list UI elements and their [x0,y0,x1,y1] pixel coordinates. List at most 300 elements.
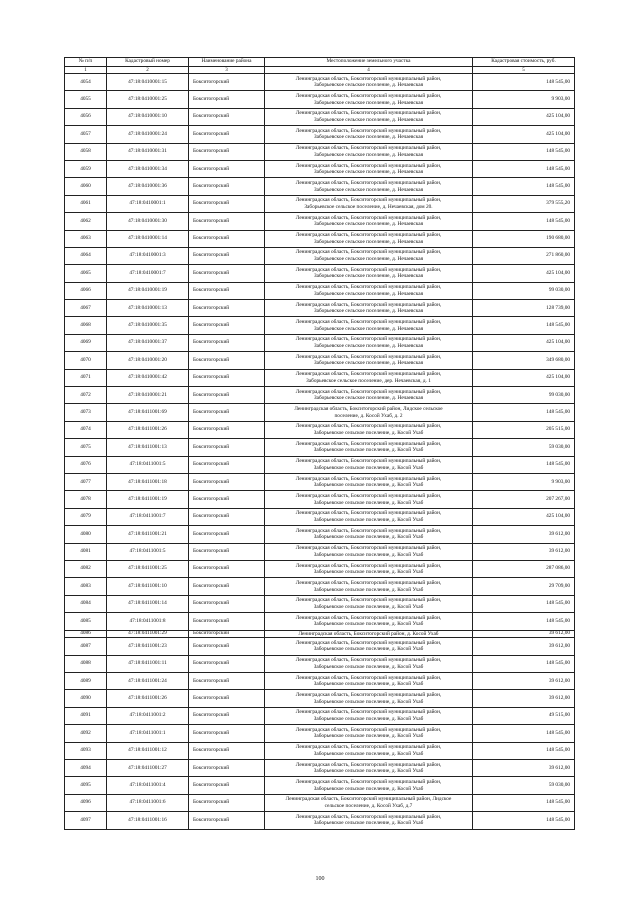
cadastral-cost: 148 545,00 [473,143,575,160]
cadastral-cost: 148 545,00 [473,74,575,91]
location-line: Заборьевское сельское поселение, д. Косой Ухаб [313,663,424,670]
column-number: 1 [65,67,107,74]
header-district: Наименование района [189,58,265,67]
column-number: 2 [107,67,189,74]
page-number: 100 [315,876,325,882]
cadastral-cost: 148 545,00 [473,794,575,811]
location [265,595,473,612]
location-line: Ленинградская область, Бокситогорский муниципальный район, [295,319,442,326]
location [265,352,473,369]
cadastral-cost: 425 104,00 [473,126,575,143]
row-number: 4066 [65,282,107,299]
district-name: Бокситогорский [189,91,265,108]
cadastral-number: 47:18:0411001:6 [107,794,189,811]
district-name: Бокситогорский [189,491,265,508]
cadastral-cost: 271 860,00 [473,247,575,264]
cadastral-number: 47:18:0411001:5 [107,543,189,560]
table-row [65,526,575,543]
location-line: Заборьевское сельское поселение, д. Нечаевская [313,325,424,332]
row-number: 4059 [65,160,107,177]
row-number: 4075 [65,439,107,456]
header-cost: Кадастровая стоимость, руб. [473,58,575,67]
cadastral-cost: 349 680,00 [473,352,575,369]
location-line: Ленинградская область, Бокситогорский муниципальный район, [295,440,442,447]
cadastral-number: 47:18:0411001:14 [107,595,189,612]
location-line: Заборьевское сельское поселение, д. Нечаевская [313,82,424,89]
row-number: 4076 [65,456,107,473]
cadastral-cost: 29 709,00 [473,578,575,595]
location-line: Ленинградская область, Бокситогорский муниципальный район, [295,284,442,291]
table-row [65,578,575,595]
row-number: 4065 [65,265,107,282]
location-line: Заборьевское сельское поселение, д. Косой Ухаб [313,534,424,541]
cadastral-number: 47:18:0410001:30 [107,213,189,230]
location-line: Ленинградская область, Бокситогорский муниципальный район, [295,545,442,552]
cadastral-cost: 39 612,00 [473,673,575,690]
location [265,690,473,707]
cadastral-cost: 49 515,00 [473,707,575,724]
location-line: Заборьевское сельское поселение, д. Косой Ухаб [313,768,424,775]
cadastral-cost: 39 612,00 [473,690,575,707]
table-row [65,74,575,91]
district-name: Бокситогорский [189,673,265,690]
cadastral-cost: 148 545,00 [473,742,575,759]
location-line: Заборьевское сельское поселение, д. Косой Ухаб [313,681,424,688]
district-name: Бокситогорский [189,560,265,577]
district-name: Бокситогорский [189,777,265,794]
location-line: Заборьевское сельское поселение, д. Нечаевская [313,116,424,123]
district-name: Бокситогорский [189,707,265,724]
row-number: 4097 [65,812,107,829]
location [265,439,473,456]
header-cadastral-number: Кадастровый номер [107,58,189,67]
district-name: Бокситогорский [189,282,265,299]
district-name: Бокситогорский [189,74,265,91]
cadastral-cost: 148 545,00 [473,725,575,742]
district-name: Бокситогорский [189,404,265,421]
location [265,300,473,317]
location-line: Заборьевское сельское поселение, д. Косой Ухаб [313,551,424,558]
location-line: Ленинградская область, Бокситогорский муниципальный район, [295,301,442,308]
cadastral-number: 47:18:0411001:7 [107,508,189,525]
location [265,369,473,386]
location-line: Ленинградская область, Бокситогорский муниципальный район, [295,657,442,664]
cadastral-cost: 39 612,00 [473,638,575,655]
location-line: Заборьевское сельское поселение, д. Косой Ухаб [313,733,424,740]
location [265,578,473,595]
cadastral-number: 47:18:0411001:26 [107,690,189,707]
cadastral-cost: 425 104,00 [473,508,575,525]
location [265,673,473,690]
district-name: Бокситогорский [189,638,265,655]
location-line: Заборьевское сельское поселение, д. Косой Ухаб [313,603,424,610]
cadastral-table [64,57,575,830]
cadastral-cost: 148 545,00 [473,655,575,672]
cadastral-cost: 425 104,00 [473,265,575,282]
row-number: 4070 [65,352,107,369]
row-number: 4091 [65,707,107,724]
location [265,334,473,351]
cadastral-number: 47:18:0411001:4 [107,777,189,794]
location [265,143,473,160]
location-line: Заборьевское сельское поселение, д. Нечаевская [313,273,424,280]
location-line: Заборьевское сельское поселение, д. Косой Ухаб [313,820,424,827]
location-line: Ленинградская область, Бокситогорский муниципальный район, [295,779,442,785]
table-row [65,630,575,638]
location [265,613,473,630]
row-number: 4095 [65,777,107,794]
location-line: Ленинградская область, Бокситогорский муниципальный район, [295,475,442,482]
table-row [65,195,575,212]
row-number: 4088 [65,655,107,672]
row-number: 4071 [65,369,107,386]
district-name: Бокситогорский [189,387,265,404]
cadastral-cost: 148 545,00 [473,178,575,195]
cadastral-number: 47:18:0411001:24 [107,673,189,690]
table-row [65,760,575,777]
row-number: 4078 [65,491,107,508]
location-line: Ленинградская область, Бокситогорский муниципальный район, [295,579,442,586]
row-number: 4082 [65,560,107,577]
cadastral-cost: 128 739,00 [473,300,575,317]
location-line: Заборьевское сельское поселение, д. Косой Ухаб [313,621,424,628]
location-line: Заборьевское сельское поселение, д. Косой Ухаб [313,698,424,705]
location [265,473,473,490]
location-line: Ленинградская область, Бокситогорский муниципальный район, [295,726,442,733]
location-line: Ленинградская область, Бокситогорский муниципальный район, [295,110,442,117]
table-row [65,387,575,404]
district-name: Бокситогорский [189,160,265,177]
location [265,707,473,724]
location-line: Заборьевское сельское поселение, д. Нечаевская [313,343,424,350]
table-row [65,655,575,672]
cadastral-number: 47:18:0410001:37 [107,334,189,351]
table-row [65,91,575,108]
location [265,560,473,577]
location [265,91,473,108]
cadastral-number: 47:18:0411001:10 [107,578,189,595]
location-line: Ленинградская область, Бокситогорский муниципальный район, [295,232,442,239]
location-line: Заборьевское сельское поселение, д. Нечаевская [313,99,424,106]
table-row [65,508,575,525]
table-row [65,178,575,195]
cadastral-cost: 148 545,00 [473,613,575,630]
location-line: Заборьевское сельское поселение, д. Нечаевская [313,308,424,315]
location-line: Заборьевское сельское поселение, д. Косой Ухаб [313,586,424,593]
cadastral-cost: 148 545,00 [473,160,575,177]
cadastral-cost: 190 680,00 [473,230,575,247]
table-row [65,456,575,473]
table-row [65,690,575,707]
location [265,126,473,143]
cadastral-cost: 425 104,00 [473,369,575,386]
cadastral-cost: 148 545,00 [473,317,575,334]
location-line: Ленинградская область, Бокситогорский муниципальный район, [295,92,442,99]
cadastral-cost: 425 104,00 [473,334,575,351]
cadastral-cost: 287 086,00 [473,560,575,577]
row-number: 4094 [65,760,107,777]
table-row [65,213,575,230]
district-name: Бокситогорский [189,126,265,143]
district-name: Бокситогорский [189,178,265,195]
table-row [65,812,575,829]
cadastral-number: 47:18:0410001:21 [107,387,189,404]
location-line: Заборьевское сельское поселение, д. Нечаевская [313,256,424,263]
column-number: 5 [473,67,575,74]
cadastral-number: 47:18:0410001:10 [107,108,189,125]
district-name: Бокситогорский [189,760,265,777]
cadastral-cost: 99 030,00 [473,282,575,299]
header-row [65,58,575,67]
table-row [65,613,575,630]
table-row [65,282,575,299]
location-line: Ленинградская область, Бокситогорский муниципальный район, [295,423,442,430]
cadastral-number: 47:18:0411001:21 [107,526,189,543]
location-line: Ленинградская область, Бокситогорский муниципальный район, [295,510,442,517]
cadastral-cost: 9 903,00 [473,473,575,490]
table-row [65,439,575,456]
district-name: Бокситогорский [189,543,265,560]
district-name: Бокситогорский [189,421,265,438]
cadastral-number: 47:18:0410001:31 [107,143,189,160]
district-name: Бокситогорский [189,334,265,351]
row-number: 4085 [65,613,107,630]
cadastral-cost: 39 612,00 [473,760,575,777]
column-number-row [65,67,575,74]
district-name: Бокситогорский [189,143,265,160]
location-line: Заборьевское сельское поселение, д. Косой Ухаб [313,646,424,653]
row-number: 4057 [65,126,107,143]
cadastral-number: 47:18:0410001:13 [107,300,189,317]
cadastral-number: 47:18:0411001:23 [107,638,189,655]
cadastral-number: 47:18:0410001:24 [107,126,189,143]
location-line: Ленинградская область, Бокситогорский муниципальный район, [295,458,442,465]
location-line: Ленинградская область, Бокситогорский район, Лидское сельское [294,406,443,412]
district-name: Бокситогорский [189,108,265,125]
district-name: Бокситогорский [189,265,265,282]
row-number: 4086 [65,630,107,638]
cadastral-cost: 9 903,00 [473,91,575,108]
location [265,638,473,655]
location [265,74,473,91]
location-line: Ленинградская область, Бокситогорский муниципальный район, [295,597,442,604]
row-number: 4054 [65,74,107,91]
location [265,178,473,195]
location-line: Заборьевское сельское поселение, дер. Нечаевская, д. 1 [306,377,431,384]
cadastral-number: 47:18:0410001:36 [107,178,189,195]
location [265,404,473,421]
table-row [65,352,575,369]
row-number: 4074 [65,421,107,438]
location-line: Ленинградская область, Бокситогорский муниципальный район, [295,692,442,699]
cadastral-number: 47:18:0411001:29 [107,630,189,638]
cadastral-number: 47:18:0411001:27 [107,760,189,777]
location [265,526,473,543]
location [265,508,473,525]
location [265,387,473,404]
district-name: Бокситогорский [189,473,265,490]
location-line: Заборьевское сельское поселение, д. Нечаевская [313,169,424,176]
cadastral-number: 47:18:0411001:19 [107,491,189,508]
cadastral-number: 47:18:0410001:19 [107,282,189,299]
location-line: Ленинградская область, Бокситогорский муниципальный район, [295,162,442,169]
cadastral-cost: 148 545,00 [473,213,575,230]
location [265,247,473,264]
cadastral-cost: 99 030,00 [473,387,575,404]
location-line: Ленинградская область, Бокситогорский муниципальный район, [295,639,442,646]
cadastral-number: 47:18:0410001:3 [107,247,189,264]
district-name: Бокситогорский [189,655,265,672]
location-line: Ленинградская область, Бокситогорский муниципальный район, [295,353,442,360]
table-row [65,673,575,690]
location [265,195,473,212]
location-line: Заборьевское сельское поселение, д. Нечаевская [313,360,424,367]
location-line: Ленинградская область, Бокситогорский муниципальный район, [295,709,442,716]
location [265,456,473,473]
cadastral-cost: 39 612,00 [473,526,575,543]
location-line: Ленинградская область, Бокситогорский муниципальный район, [295,197,442,204]
table-row [65,794,575,811]
row-number: 4067 [65,300,107,317]
district-name: Бокситогорский [189,352,265,369]
cadastral-number: 47:18:0410001:42 [107,369,189,386]
cadastral-number: 47:18:0410001:14 [107,230,189,247]
district-name: Бокситогорский [189,300,265,317]
cadastral-cost: 39 612,00 [473,630,575,638]
location [265,491,473,508]
row-number: 4063 [65,230,107,247]
district-name: Бокситогорский [189,195,265,212]
location [265,317,473,334]
location [265,777,473,794]
location [265,794,473,811]
district-name: Бокситогорский [189,578,265,595]
district-name: Бокситогорский [189,613,265,630]
row-number: 4092 [65,725,107,742]
location [265,282,473,299]
row-number: 4055 [65,91,107,108]
location-line: Заборьевское сельское поселение, д. Нечаевская [313,151,424,158]
location-line: Ленинградская область, Бокситогорский муниципальный район, Лидское [285,796,452,803]
table-row [65,143,575,160]
district-name: Бокситогорский [189,742,265,759]
cadastral-number: 47:18:0410001:25 [107,91,189,108]
header-location: Местоположение земельного участка [265,58,473,67]
cadastral-number: 47:18:0411001:16 [107,812,189,829]
location-line: Ленинградская область, Бокситогорский муниципальный район, [295,562,442,569]
location-line: Ленинградская область, Бокситогорский муниципальный район, [295,214,442,221]
cadastral-cost: 205 515,00 [473,421,575,438]
table-row [65,230,575,247]
table-row [65,777,575,794]
row-number: 4056 [65,108,107,125]
location-line: Ленинградская область, Бокситогорский муниципальный район, [295,145,442,152]
table-row [65,742,575,759]
location-line: поселение, д. Косой Ухаб, д. 2 [334,412,403,419]
cadastral-number: 47:18:0411001:26 [107,421,189,438]
cadastral-cost: 59 030,00 [473,777,575,794]
cadastral-number: 47:18:0410001:35 [107,317,189,334]
row-number: 4058 [65,143,107,160]
table-row [65,160,575,177]
location [265,630,473,638]
district-name: Бокситогорский [189,247,265,264]
location-line: Заборьевское сельское поселение, д. Косой Ухаб [313,785,424,792]
cadastral-cost: 379 555,20 [473,195,575,212]
location-line: Заборьевское сельское поселение, д. Косой Ухаб [313,464,424,471]
cadastral-number: 47:18:0411001:13 [107,439,189,456]
location [265,265,473,282]
cadastral-number: 47:18:0411001:25 [107,560,189,577]
location-line: Ленинградская область, Бокситогорский муниципальный район, [295,388,442,395]
location-line: Ленинградская область, Бокситогорский муниципальный район, [295,527,442,534]
table-row [65,126,575,143]
district-name: Бокситогорский [189,508,265,525]
table-row [65,707,575,724]
cadastral-number: 47:18:0411001:5 [107,456,189,473]
location [265,742,473,759]
table-row [65,543,575,560]
location-line: Заборьевское сельское поселение, д. Косой Ухаб [313,447,424,454]
district-name: Бокситогорский [189,230,265,247]
location-line: Заборьевское сельское поселение, д. Нечаевская [313,290,424,297]
location-line: Заборьевское сельское поселение, д. Косой Ухаб [313,716,424,723]
table-row [65,265,575,282]
cadastral-number: 47:18:0411001:69 [107,404,189,421]
row-number: 4068 [65,317,107,334]
cadastral-number: 47:18:0410001:15 [107,74,189,91]
location-line: Заборьевское сельское поселение, д. Нечаевская [313,186,424,193]
cadastral-cost: 39 612,00 [473,543,575,560]
location-line: Ленинградская область, Бокситогорский муниципальный район, [295,761,442,768]
location-line: Заборьевское сельское поселение, д. Нечаевская [313,134,424,141]
header-number: № п/п [65,58,107,67]
location-line: Ленинградская область, Бокситогорский район, д. Косой Ухаб [298,630,439,637]
cadastral-number: 47:18:0411001:11 [107,655,189,672]
column-number: 4 [265,67,473,74]
location [265,213,473,230]
location-line: Заборьевское сельское поселение, д. Косой Ухаб [313,569,424,576]
district-name: Бокситогорский [189,812,265,829]
location [265,812,473,829]
location-line: Заборьевское сельское поселение, д. Косой Ухаб [313,499,424,506]
table-row [65,334,575,351]
cadastral-cost: 425 104,00 [473,108,575,125]
cadastral-number: 47:18:0411001:18 [107,473,189,490]
table-row [65,725,575,742]
table-row [65,595,575,612]
table-row [65,317,575,334]
location-line: Заборьевское сельское поселение, д. Нечаевская [313,395,424,402]
row-number: 4084 [65,595,107,612]
cadastral-cost: 207 267,00 [473,491,575,508]
district-name: Бокситогорский [189,725,265,742]
location [265,725,473,742]
location [265,230,473,247]
district-name: Бокситогорский [189,526,265,543]
location-line: Ленинградская область, Бокситогорский муниципальный район, [295,614,442,621]
location [265,108,473,125]
row-number: 4072 [65,387,107,404]
location-line: Заборьевское сельское поселение, д. Нечаевская [313,238,424,245]
location-line: Заборьевское сельское поселение, д. Косой Ухаб [313,482,424,489]
row-number: 4077 [65,473,107,490]
row-number: 4062 [65,213,107,230]
row-number: 4064 [65,247,107,264]
row-number: 4096 [65,794,107,811]
district-name: Бокситогорский [189,213,265,230]
row-number: 4073 [65,404,107,421]
